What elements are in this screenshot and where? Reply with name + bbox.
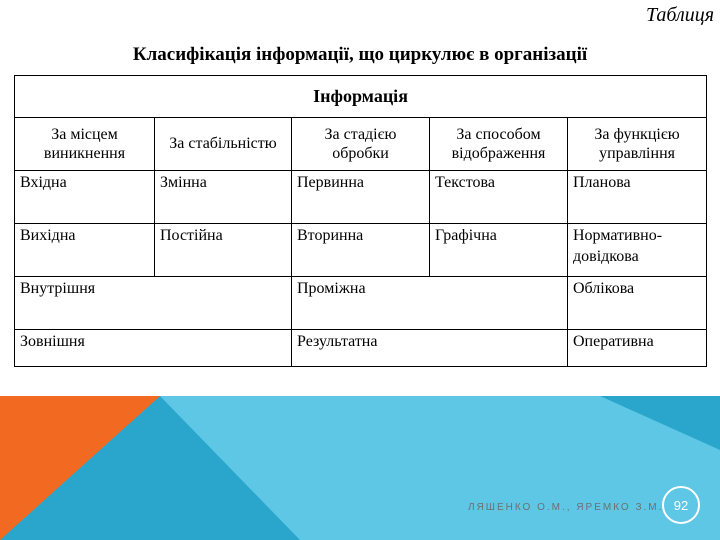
table-cell: Проміжна	[292, 277, 568, 330]
table-cell: Графічна	[430, 224, 568, 277]
table-cell: Результатна	[292, 330, 568, 367]
table-cell: Вихідна	[15, 224, 155, 277]
table-cell: Планова	[568, 171, 707, 224]
table-cell: Внутрішня	[15, 277, 292, 330]
table-cell: Вторинна	[292, 224, 430, 277]
authors-footer: ЛЯШЕНКО О.М., ЯРЕМКО З.М.	[468, 502, 664, 513]
table-row	[15, 224, 707, 277]
column-header: За стадією обробки	[292, 118, 430, 171]
table-row	[15, 277, 707, 330]
table-cell: Нормативно-довідкова	[568, 224, 707, 277]
page-title: Класифікація інформації, що циркулює в організації	[132, 44, 588, 65]
table-root-header: Інформація	[15, 76, 707, 118]
page-number-badge: 92	[662, 486, 700, 524]
column-header: За стабільністю	[155, 118, 292, 171]
table-cell: Зовнішня	[15, 330, 292, 367]
table-cell: Оперативна	[568, 330, 707, 367]
table-row	[15, 330, 707, 367]
footer-decoration	[0, 396, 720, 540]
table-cell: Змінна	[155, 171, 292, 224]
table-caption: Таблиця	[646, 4, 714, 26]
column-header: За способом відображення	[430, 118, 568, 171]
table-cell: Текстова	[430, 171, 568, 224]
column-header: За місцем виникнення	[15, 118, 155, 171]
table-cell: Вхідна	[15, 171, 155, 224]
table-row	[15, 171, 707, 224]
table-cell: Постійна	[155, 224, 292, 277]
table-cell: Первинна	[292, 171, 430, 224]
table-cell: Облікова	[568, 277, 707, 330]
column-header: За функцією управління	[568, 118, 707, 171]
classification-table	[14, 75, 707, 367]
